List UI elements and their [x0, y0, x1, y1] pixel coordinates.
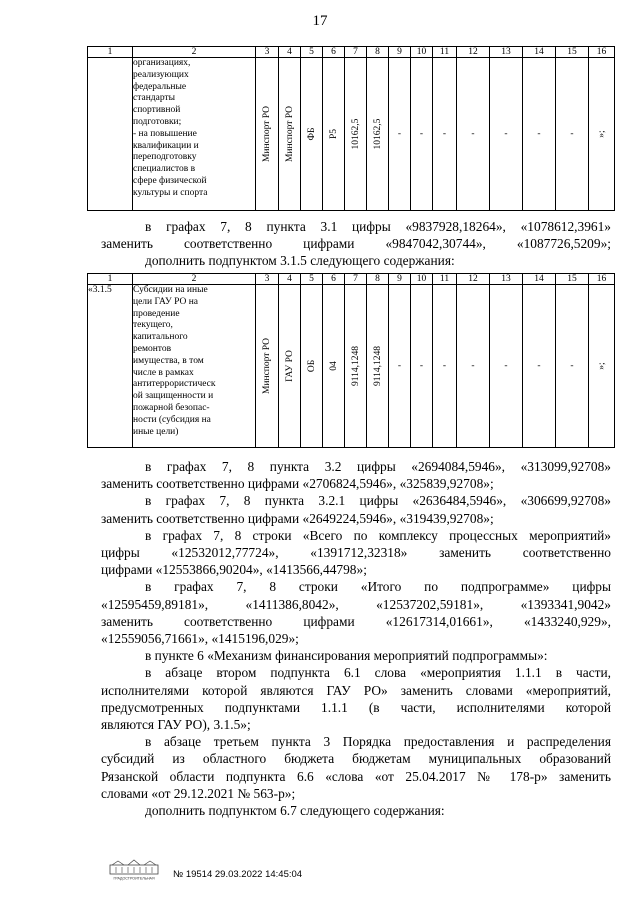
body-text [101, 458, 611, 819]
column-header: 14 [523, 274, 556, 285]
closing-quote: »; [596, 130, 607, 138]
column-header: 13 [490, 47, 523, 58]
table-2 [87, 273, 615, 448]
closing-quote: »; [596, 362, 607, 370]
empty-dash: - [442, 129, 447, 139]
column-header: 2 [133, 47, 256, 58]
empty-dash: - [397, 361, 402, 371]
column-header: 16 [589, 274, 615, 285]
recipient-cell: ГАУ РО [284, 350, 295, 382]
document-registration-id: № 19514 29.03.2022 14:45:04 [173, 869, 303, 880]
executor-cell: Минспорт РО [262, 337, 272, 395]
column-header: 5 [301, 274, 323, 285]
page-number: 17 [312, 13, 328, 29]
column-header: 12 [457, 274, 490, 285]
amount-cell: 10162,5 [350, 118, 361, 150]
empty-dash: - [471, 361, 475, 371]
column-header: 9 [389, 47, 411, 58]
column-header: 11 [433, 47, 457, 58]
column-header: 10 [411, 47, 433, 58]
column-header: 2 [133, 274, 256, 285]
paragraph-p5: в пункте 6 «Механизм финансирования мероприятий подпрограммы»: [145, 648, 548, 664]
column-header: 8 [367, 47, 389, 58]
registry-seal-icon [108, 859, 160, 881]
table-row [88, 58, 615, 211]
row-code [88, 58, 133, 211]
table-1 [87, 46, 615, 211]
column-header: 13 [490, 274, 523, 285]
column-header: 10 [411, 274, 433, 285]
column-header: 11 [433, 274, 457, 285]
footer [108, 859, 408, 881]
empty-dash: - [442, 361, 447, 371]
column-header: 9 [389, 274, 411, 285]
column-header: 16 [589, 47, 615, 58]
code-cell: 04 [328, 361, 339, 371]
empty-dash: - [504, 361, 508, 371]
column-header: 1 [88, 274, 133, 285]
recipient-cell: Минспорт РО [284, 105, 295, 163]
empty-dash: - [397, 129, 402, 139]
code-cell: Р5 [328, 128, 339, 140]
executor-cell: Минспорт РО [262, 105, 272, 163]
row-description: Субсидии на иные цели ГАУ РО на проведение текущего, капитального ремонтов имущества, в том числе в рамках антитеррористическ ой защищенности и пожарной безопас- ности (субсидия на иные цели) [133, 285, 256, 448]
paragraph-p6: в абзаце втором подпункта 6.1 слова «мероприятия 1.1.1 в части, исполнителями которой являются ГАУ РО» заменить словами «мероприятий, предусмотренных подпунктами 1.1.1 (в части, исполнителями которой являются ГАУ РО), 3.1.5»; [101, 665, 611, 733]
column-header: 4 [279, 47, 301, 58]
column-header: 7 [345, 274, 367, 285]
column-header: 4 [279, 274, 301, 285]
empty-dash: - [419, 129, 424, 139]
column-header: 3 [256, 274, 279, 285]
paragraph-p2: в графах 7, 8 пункта 3.2.1 цифры «2636484,5946», «306699,92708» заменить соответственно цифрами «2649224,5946», «319439,92708»; [101, 493, 611, 526]
empty-dash: - [471, 129, 475, 139]
empty-dash: - [570, 129, 574, 139]
table-row [88, 285, 615, 448]
column-header: 12 [457, 47, 490, 58]
paragraph-p7: в абзаце третьем пункта 3 Порядка предоставления и распределения субсидий из областного бюджета бюджетам муниципальных образований Рязанской области подпункта 6.6 «слова «от 25.04.2017 № 178-р» заменить словами «от 29.12.2021 № 563-р»; [101, 734, 611, 801]
seal-text: ГРАДОСТРОИТЕЛЬНАЯ [113, 876, 155, 881]
paragraph-p1: в графах 7, 8 пункта 3.2 цифры «2694084,5946», «313099,92708» заменить соответственно цифрами «2706824,5946», «325839,92708»; [101, 459, 611, 492]
empty-dash: - [570, 361, 574, 371]
paragraph-p4: в графах 7, 8 строки «Итого по подпрограмме» цифры «12595459,89181», «1411386,8042», «12537202,59181», «1393341,9042» заменить соответственно цифрами «12617314,01661», «1433240,929», «12559056,71661», «1415196,029»; [101, 579, 611, 647]
empty-dash: - [504, 129, 508, 139]
row-description: организациях, реализующих федеральные стандарты спортивной подготовки; - на повышение квалификации и переподготовку специалистов в сфере физической культуры и спорта [133, 58, 256, 211]
paragraph-p3: в графах 7, 8 строки «Всего по комплексу процессных мероприятий» цифры «12532012,77724», «1391712,32318» заменить соответственно цифрами «12553866,90204», «1413566,44798»; [101, 527, 611, 578]
amount-cell: 9114,1248 [372, 345, 383, 387]
column-header: 5 [301, 47, 323, 58]
row-code: «3.1.5 [88, 285, 133, 448]
column-header: 7 [345, 47, 367, 58]
column-header: 8 [367, 274, 389, 285]
column-header: 1 [88, 47, 133, 58]
empty-dash: - [419, 361, 424, 371]
amount-cell: 10162,5 [372, 118, 383, 150]
column-header: 14 [523, 47, 556, 58]
budget-cell: ФБ [306, 127, 317, 141]
column-header: 6 [323, 274, 345, 285]
column-header: 15 [556, 47, 589, 58]
budget-cell: ОБ [306, 359, 317, 373]
table-2-header-row [88, 274, 615, 285]
paragraph-p8: дополнить подпунктом 6.7 следующего содержания: [145, 803, 445, 819]
column-header: 6 [323, 47, 345, 58]
amount-cell: 9114,1248 [350, 345, 361, 387]
table-1-header-row [88, 47, 615, 58]
empty-dash: - [537, 361, 541, 371]
empty-dash: - [537, 129, 541, 139]
paragraph-1: в графах 7, 8 пункта 3.1 цифры «9837928,18264», «1078612,3961» заменить соответственно цифрами «9847042,30744», «1087726,5209»; дополнить подпунктом 3.1.5 следующего содержания: [101, 219, 611, 269]
column-header: 3 [256, 47, 279, 58]
column-header: 15 [556, 274, 589, 285]
